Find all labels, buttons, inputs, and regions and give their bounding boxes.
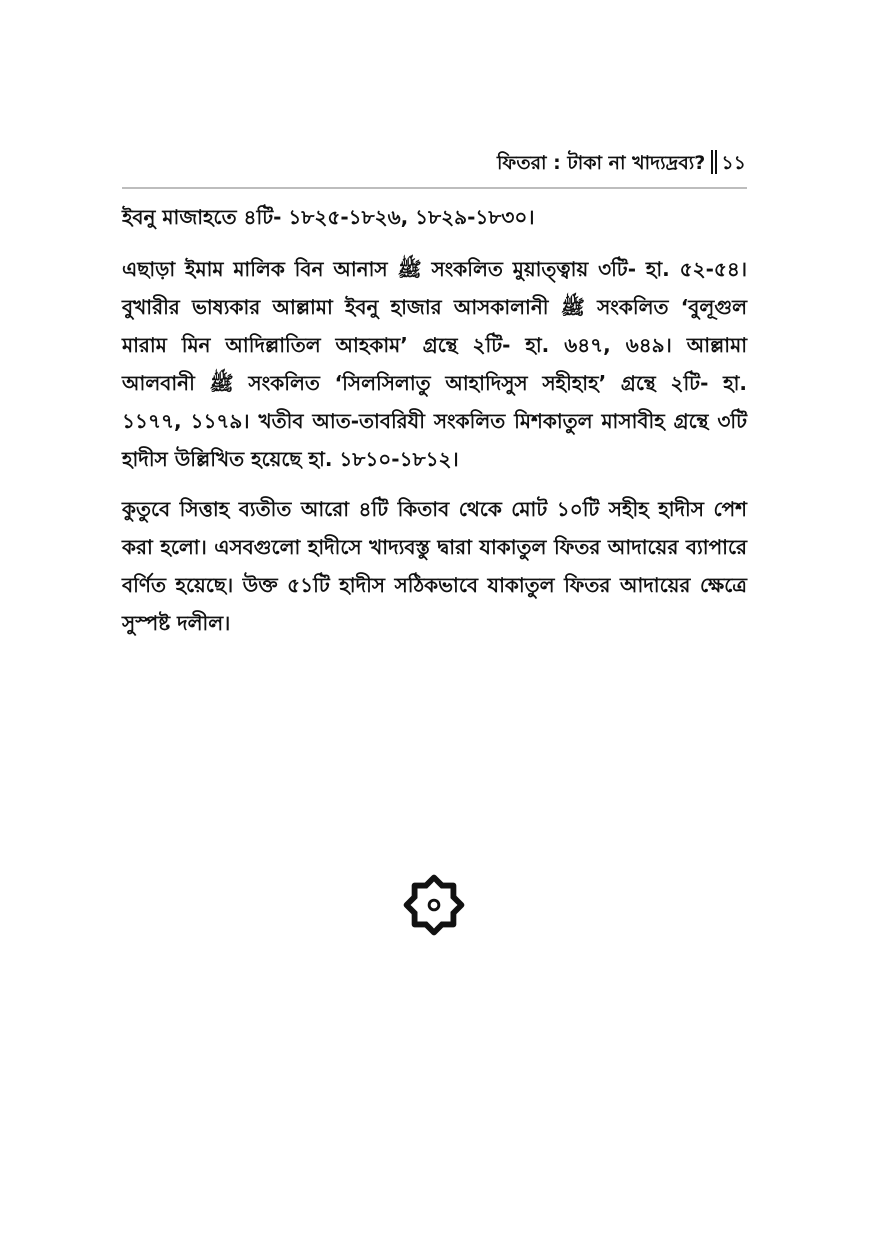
octagram-ornament-icon — [401, 870, 467, 940]
header-divider — [122, 187, 747, 189]
header-separator — [711, 150, 717, 174]
paragraph-other-books: এছাড়া ইমাম মালিক বিন আনাস ﷺ সংকলিত মুয়াত্ত্বায় ৩টি- হা. ৫২-৫৪। বুখারীর ভাষ্যকার আল্লামা ইবনু হাজার আসকালানী ﷺ সংকলিত ‘বুলূগুল মারাম মিন আদিল্লাতিল আহকাম’ গ্রন্থে ২টি- হা. ৬৪৭, ৬৪৯। আল্লামা আলবানী ﷺ সংকলিত ‘সিলসিলাতু আহাদিসুস সহীহাহ’ গ্রন্থে ২টি- হা. ১১৭৭, ১১৭৯। খতীব আত-তাবরিযী সংকলিত মিশকাতুল মাসাবীহ গ্রন্থে ৩টি হাদীস উল্লিখিত হয়েছে হা. ১৮১০-১৮১২। — [122, 257, 747, 471]
page-body — [122, 198, 747, 642]
page-number: ১১ — [721, 152, 746, 174]
paragraph-ibn-majah: ইবনু মাজাহতে ৪টি- ১৮২৫-১৮২৬, ১৮২৯-১৮৩০। — [122, 205, 535, 229]
header-title: ফিতরা : টাকা না খাদ্যদ্রব্য? — [497, 152, 706, 174]
running-header — [122, 148, 746, 178]
paragraph-conclusion: কুতুবে সিত্তাহ ব্যতীত আরো ৪টি কিতাব থেকে মোট ১০টি সহীহ হাদীস পেশ করা হলো। এসবগুলো হাদীসে খাদ্যবস্তু দ্বারা যাকাতুল ফিতর আদায়ের ব্যাপারে বর্ণিত হয়েছে। উক্ত ৫১টি হাদীস সঠিকভাবে যাকাতুল ফিতর আদায়ের ক্ষেত্রে সুস্পষ্ট দলীল। — [122, 497, 747, 635]
